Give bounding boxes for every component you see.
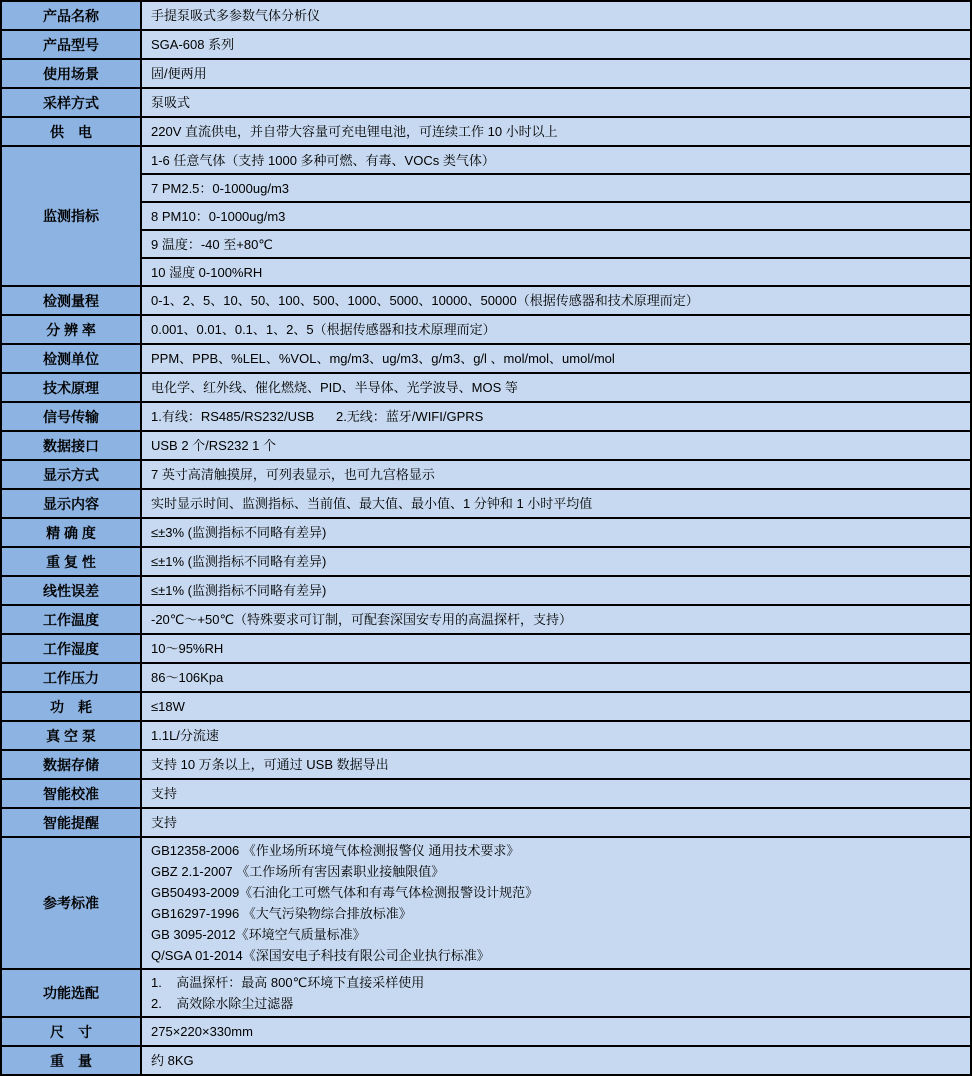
spec-value-resolution: 0.001、0.01、0.1、1、2、5（根据传感器和技术原理而定）: [141, 315, 971, 344]
table-row: [1, 230, 971, 258]
spec-label-linearity-error: 线性误差: [1, 576, 141, 605]
table-row: [1, 30, 971, 59]
table-row: [1, 402, 971, 431]
spec-value-line: GB16297-1996 《大气污染物综合排放标准》: [151, 906, 412, 921]
spec-value-line: 1. 高温探杆：最高 800℃环境下直接采样使用: [151, 975, 425, 990]
spec-value-line: 2. 高效除水除尘过滤器: [151, 996, 294, 1011]
table-row: [1, 117, 971, 146]
spec-label-reference-standards: 参考标准: [1, 837, 141, 969]
spec-label-power-consumption: 功 耗: [1, 692, 141, 721]
table-row: [1, 547, 971, 576]
spec-value-monitoring-indicators-3: 8 PM10：0-1000ug/m3: [141, 202, 971, 230]
table-row: [1, 721, 971, 750]
table-row: [1, 663, 971, 692]
table-row: [1, 518, 971, 547]
table-row: [1, 1017, 971, 1046]
spec-value-sampling-method: 泵吸式: [141, 88, 971, 117]
spec-value-data-storage: 支持 10 万条以上，可通过 USB 数据导出: [141, 750, 971, 779]
spec-value-usage-scenario: 固/便两用: [141, 59, 971, 88]
spec-value-signal-transmission: 1.有线：RS485/RS232/USB 2.无线：蓝牙/WIFI/GPRS: [141, 402, 971, 431]
spec-value-working-humidity: 10～95%RH: [141, 634, 971, 663]
table-row: [1, 286, 971, 315]
spec-table-body: [1, 1, 971, 1075]
spec-label-display-mode: 显示方式: [1, 460, 141, 489]
spec-value-monitoring-indicators-2: 7 PM2.5：0-1000ug/m3: [141, 174, 971, 202]
table-row: [1, 837, 971, 969]
table-row: [1, 344, 971, 373]
table-row: [1, 1046, 971, 1075]
spec-value-line: GB50493-2009《石油化工可燃气体和有毒气体检测报警设计规范》: [151, 885, 539, 900]
spec-value-working-pressure: 86～106Kpa: [141, 663, 971, 692]
spec-label-sampling-method: 采样方式: [1, 88, 141, 117]
spec-value-optional-features: [141, 969, 971, 1017]
spec-label-repeatability: 重 复 性: [1, 547, 141, 576]
spec-value-repeatability: ≤±1% (监测指标不同略有差异): [141, 547, 971, 576]
table-row: [1, 202, 971, 230]
spec-label-data-interface: 数据接口: [1, 431, 141, 460]
spec-label-product-name: 产品名称: [1, 1, 141, 30]
spec-value-detection-unit: PPM、PPB、%LEL、%VOL、mg/m3、ug/m3、g/m3、g/l 、mol/mol、umol/mol: [141, 344, 971, 373]
spec-value-accuracy: ≤±3% (监测指标不同略有差异): [141, 518, 971, 547]
spec-label-usage-scenario: 使用场景: [1, 59, 141, 88]
table-row: [1, 692, 971, 721]
spec-label-weight: 重 量: [1, 1046, 141, 1075]
spec-value-vacuum-pump: 1.1L/分流速: [141, 721, 971, 750]
spec-value-working-temperature: -20℃～+50℃（特殊要求可订制，可配套深国安专用的高温探杆，支持）: [141, 605, 971, 634]
spec-label-technical-principle: 技术原理: [1, 373, 141, 402]
spec-value-linearity-error: ≤±1% (监测指标不同略有差异): [141, 576, 971, 605]
table-row: [1, 808, 971, 837]
spec-label-dimensions: 尺 寸: [1, 1017, 141, 1046]
spec-label-signal-transmission: 信号传输: [1, 402, 141, 431]
spec-label-optional-features: 功能选配: [1, 969, 141, 1017]
spec-value-line: GB12358-2006 《作业场所环境气体检测报警仪 通用技术要求》: [151, 843, 520, 858]
spec-value-product-model: SGA-608 系列: [141, 30, 971, 59]
table-row: [1, 1, 971, 30]
spec-value-power-supply: 220V 直流供电，并自带大容量可充电锂电池，可连续工作 10 小时以上: [141, 117, 971, 146]
spec-label-working-pressure: 工作压力: [1, 663, 141, 692]
table-row: [1, 174, 971, 202]
table-row: [1, 634, 971, 663]
spec-value-power-consumption: ≤18W: [141, 692, 971, 721]
table-row: [1, 750, 971, 779]
spec-value-product-name: 手提泵吸式多参数气体分析仪: [141, 1, 971, 30]
table-row: [1, 315, 971, 344]
table-row: [1, 779, 971, 808]
spec-value-line: GB 3095-2012《环境空气质量标准》: [151, 927, 366, 942]
spec-label-smart-reminder: 智能提醒: [1, 808, 141, 837]
spec-value-detection-range: 0-1、2、5、10、50、100、500、1000、5000、10000、50000（根据传感器和技术原理而定）: [141, 286, 971, 315]
spec-value-monitoring-indicators-5: 10 湿度 0-100%RH: [141, 258, 971, 286]
spec-value-technical-principle: 电化学、红外线、催化燃烧、PID、半导体、光学波导、MOS 等: [141, 373, 971, 402]
spec-label-working-temperature: 工作温度: [1, 605, 141, 634]
spec-value-smart-calibration: 支持: [141, 779, 971, 808]
spec-label-power-supply: 供 电: [1, 117, 141, 146]
table-row: [1, 489, 971, 518]
spec-label-accuracy: 精 确 度: [1, 518, 141, 547]
table-row: [1, 373, 971, 402]
spec-label-display-content: 显示内容: [1, 489, 141, 518]
spec-value-line: Q/SGA 01-2014《深国安电子科技有限公司企业执行标准》: [151, 948, 490, 963]
table-row: [1, 576, 971, 605]
spec-value-monitoring-indicators-4: 9 温度：-40 至+80℃: [141, 230, 971, 258]
table-row: [1, 146, 971, 174]
spec-label-smart-calibration: 智能校准: [1, 779, 141, 808]
spec-label-monitoring-indicators: 监测指标: [1, 146, 141, 286]
spec-label-data-storage: 数据存储: [1, 750, 141, 779]
table-row: [1, 88, 971, 117]
spec-label-vacuum-pump: 真 空 泵: [1, 721, 141, 750]
spec-label-resolution: 分 辨 率: [1, 315, 141, 344]
spec-value-smart-reminder: 支持: [141, 808, 971, 837]
spec-label-detection-range: 检测量程: [1, 286, 141, 315]
spec-value-weight: 约 8KG: [141, 1046, 971, 1075]
spec-value-reference-standards: [141, 837, 971, 969]
spec-value-display-content: 实时显示时间、监测指标、当前值、最大值、最小值、1 分钟和 1 小时平均值: [141, 489, 971, 518]
spec-value-data-interface: USB 2 个/RS232 1 个: [141, 431, 971, 460]
spec-label-detection-unit: 检测单位: [1, 344, 141, 373]
table-row: [1, 431, 971, 460]
table-row: [1, 59, 971, 88]
spec-label-product-model: 产品型号: [1, 30, 141, 59]
table-row: [1, 605, 971, 634]
table-row: [1, 460, 971, 489]
spec-label-working-humidity: 工作湿度: [1, 634, 141, 663]
spec-value-display-mode: 7 英寸高清触摸屏，可列表显示，也可九宫格显示: [141, 460, 971, 489]
table-row: [1, 258, 971, 286]
table-row: [1, 969, 971, 1017]
spec-value-line: GBZ 2.1-2007 《工作场所有害因素职业接触限值》: [151, 864, 445, 879]
spec-value-dimensions: 275×220×330mm: [141, 1017, 971, 1046]
spec-value-monitoring-indicators-1: 1-6 任意气体（支持 1000 多种可燃、有毒、VOCs 类气体）: [141, 146, 971, 174]
